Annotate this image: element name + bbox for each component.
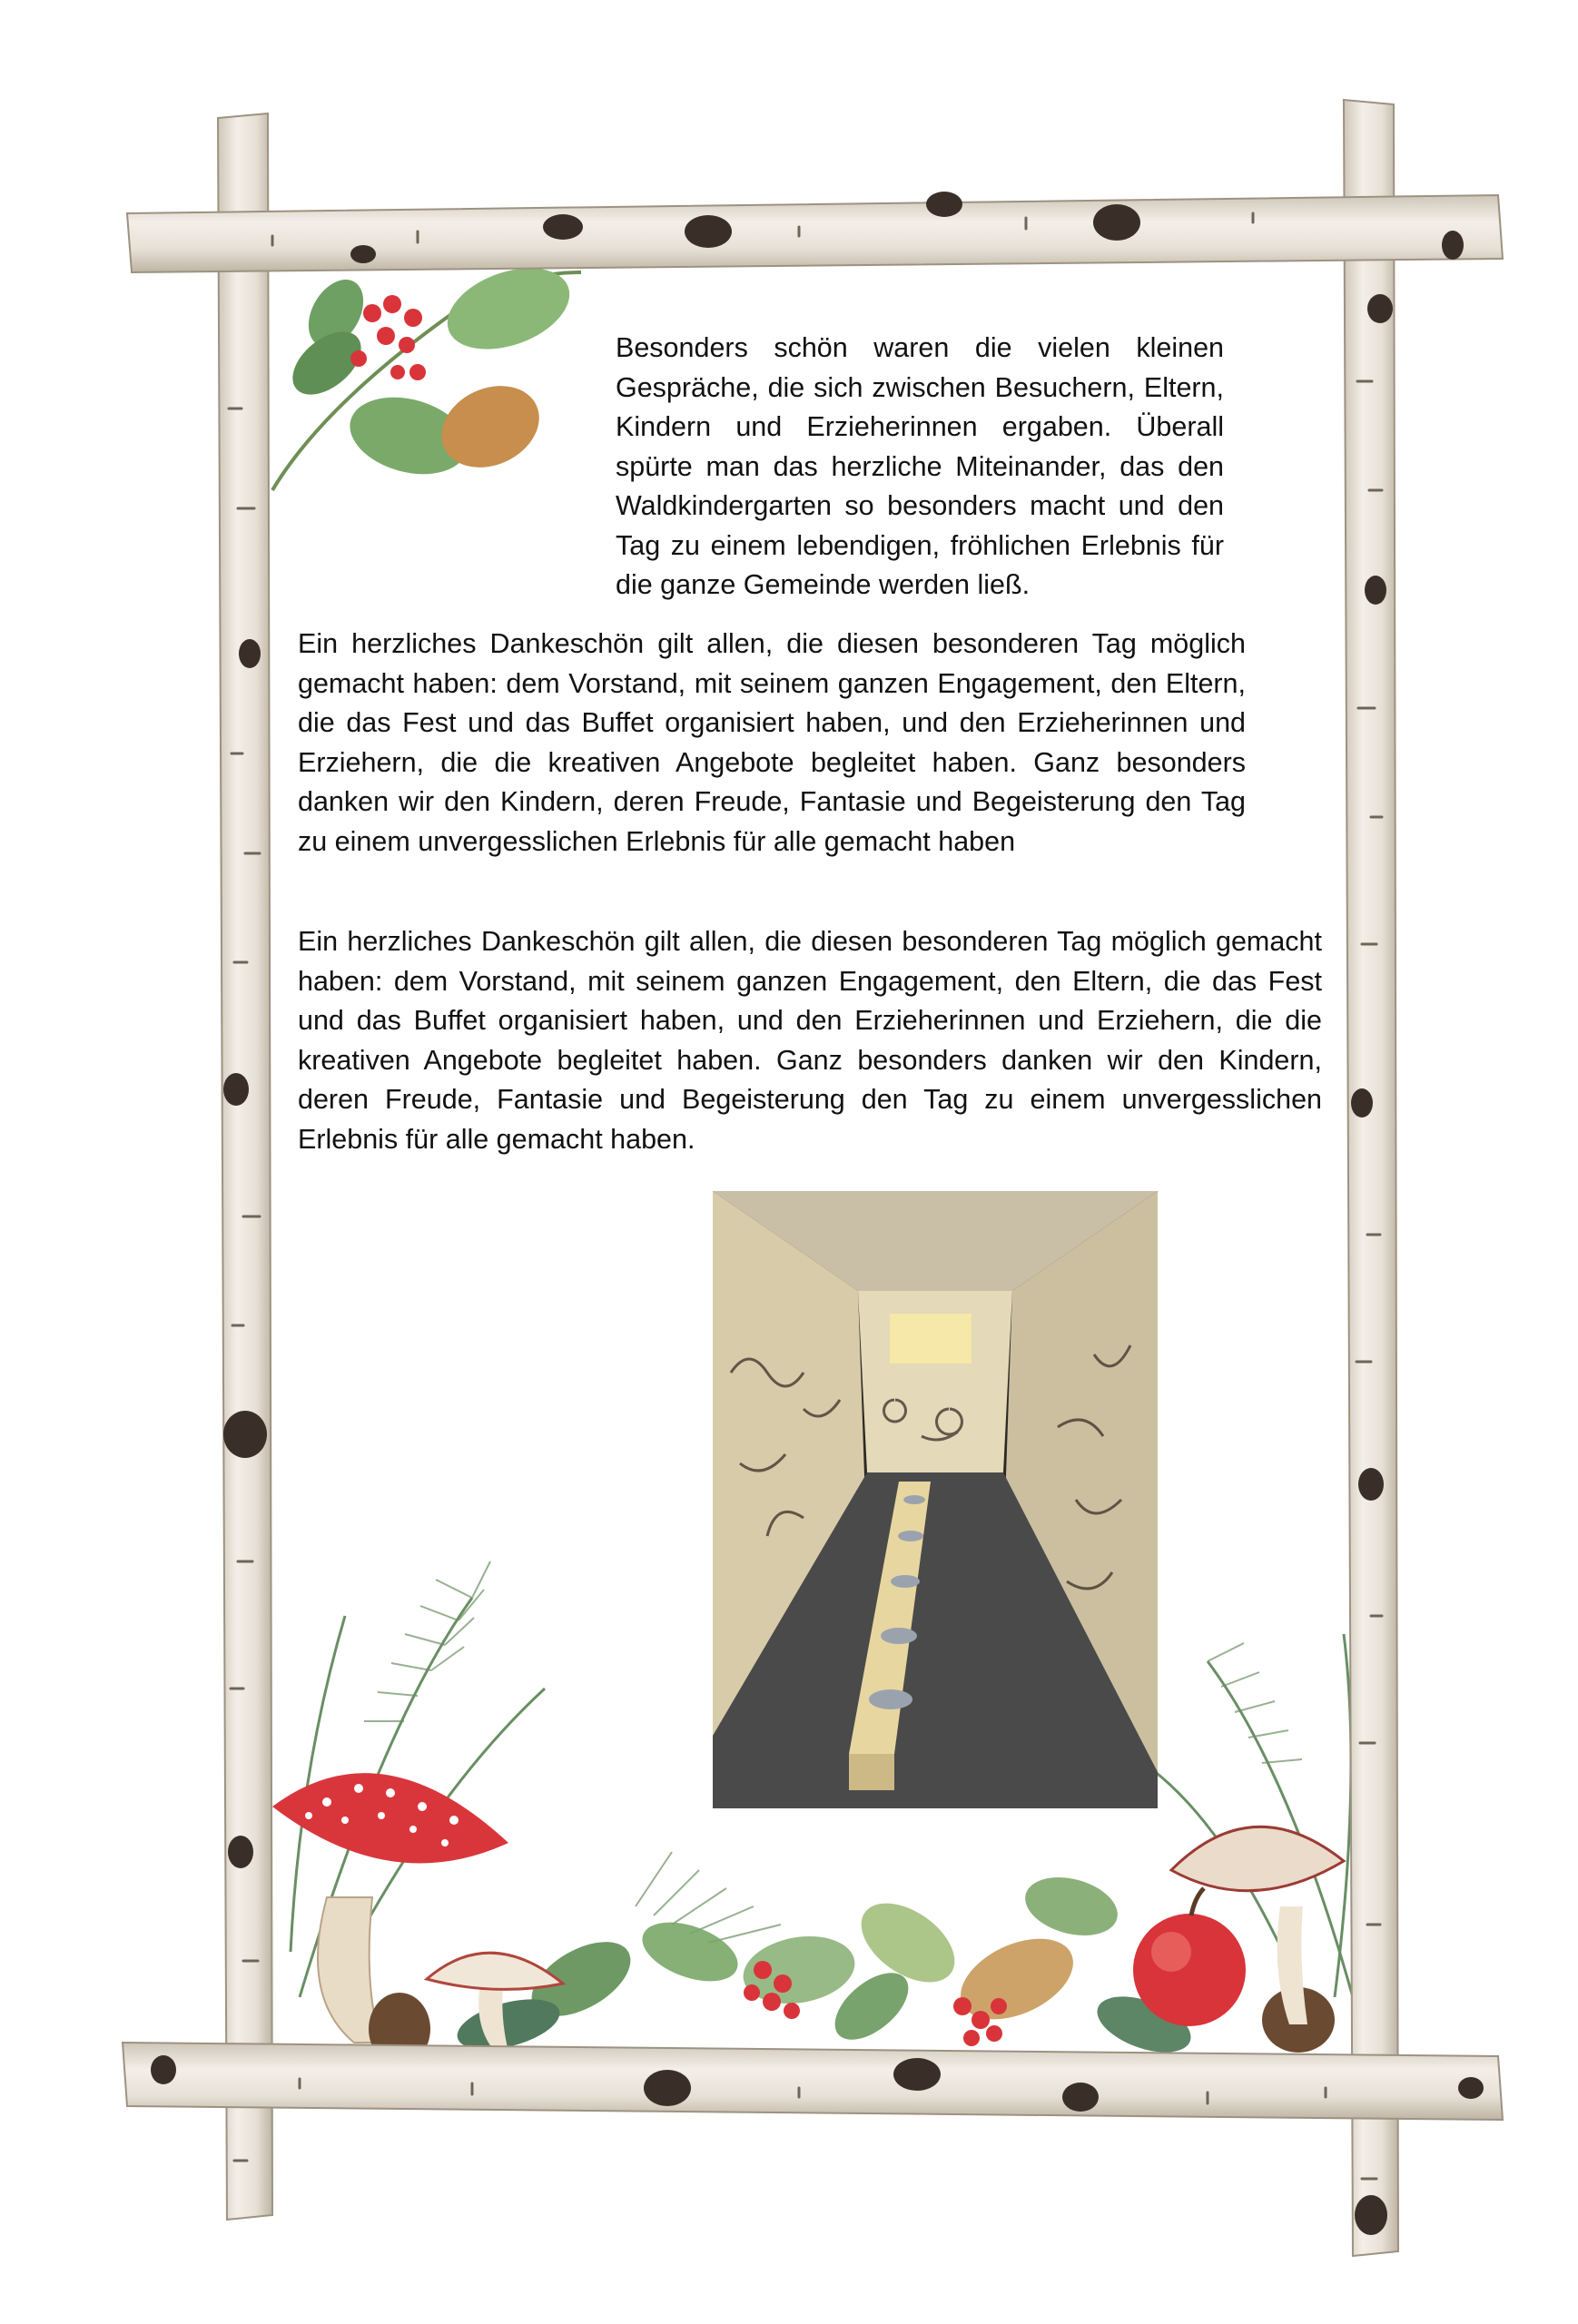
berry-leaf-sprig-illustration — [272, 252, 581, 490]
paragraph-conversations: Besonders schön waren die vielen kleinen Gespräche, die sich zwischen Besuchern, Eltern, Kindern und Erzieherinnen ergaben. Überall spürte man das herzliche Miteinander, das den Waldkindergarten so besonders macht und den Tag zu einem lebendigen, fröhlichen Erlebnis für die ganze Gemeinde werden ließ. — [616, 332, 1224, 600]
paragraph-thanks-repeat: Ein herzliches Dankeschön gilt allen, die diesen besonderen Tag möglich gemacht haben: dem Vorstand, mit seinem ganzen Engagement, den Eltern, die das Fest und das Buffet organisiert haben, und den Erzieherinnen und Erziehern, die die kreativen Angebote begleitet haben. Ganz besonders danken wir den Kindern, deren Freude, Fantasie und Begeisterung den Tag zu einem unvergesslichen Erlebnis für alle gemacht haben. — [298, 926, 1322, 1155]
paragraph-thanks: Ein herzliches Dankeschön gilt allen, die diesen besonderen Tag möglich gemacht haben: dem Vorstand, mit seinem ganzen Engagement, den Eltern, die das Fest und das Buffet organisiert haben, und den Erzieherinnen und Erziehern, die die kreativen Angebote begleitet haben. Ganz besonders danken wir den Kindern, deren Freude, Fantasie und Begeisterung den Tag zu einem unvergesslichen Erlebnis für alle gemacht haben — [298, 628, 1246, 857]
painted-tunnel-photo — [713, 1191, 1158, 1808]
